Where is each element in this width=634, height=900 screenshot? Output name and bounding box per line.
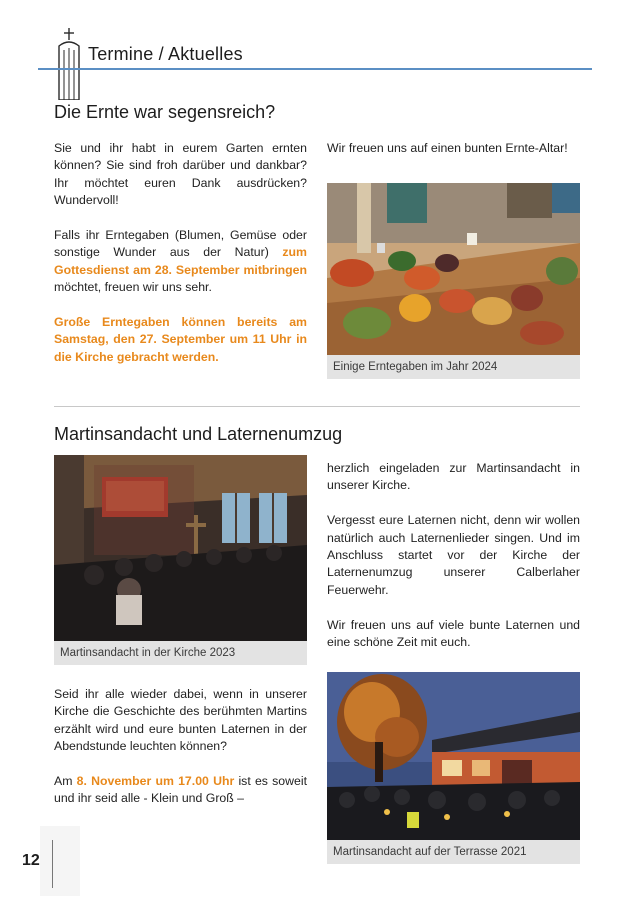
church-tower-icon — [56, 28, 82, 100]
martin-right-paragraph-2: Vergesst eure Laternen nicht, denn wir wollen natürlich auch Laternenlieder singen. Und im Anschluss startet vor der Kirche der Laternenumzug unserer Calberlaher Feuerwehr. — [327, 513, 580, 597]
martin-right-text — [327, 460, 580, 651]
harvest-date-highlight: zum Gottesdienst am 28. September mitbringen — [54, 245, 307, 277]
martin-left-paragraph-1: Seid ihr alle wieder dabei, wenn in unserer Kirche die Geschichte des berühmten Martins erzählt wird und eure bunten Laternen in der Abendstunde leuchten können? — [54, 687, 307, 754]
page-number: 12 — [22, 852, 40, 869]
martin-left-paragraph-2: Am 8. November um 17.00 Uhr ist es soweit und ihr seid alle - Klein und Groß – — [54, 774, 307, 806]
harvest-right-text: Wir freuen uns auf einen bunten Ernte-Altar! — [327, 141, 568, 155]
martin-left-text — [54, 686, 307, 808]
harvest-photo-caption: Einige Erntegaben im Jahr 2024 — [327, 355, 580, 379]
martin-title: Martinsandacht und Laternenumzug — [54, 424, 343, 444]
harvest-paragraph-1: Sie und ihr habt in eurem Garten ernten können? Sie sind froh darüber und dankbar? Ihr möchtet euren Dank ausdrücken? Wundervoll! — [54, 141, 307, 208]
header-rule — [38, 68, 592, 70]
harvest-paragraph-2: Falls ihr Erntegaben (Blumen, Gemüse oder sonstige Wunder aus der Natur) zum Gottesdienst am 28. September mitbringen möchtet, freuen wir uns sehr. — [54, 228, 307, 295]
harvest-altar-photo — [327, 183, 580, 355]
page-number-rule — [52, 840, 53, 888]
church-photo-caption: Martinsandacht in der Kirche 2023 — [54, 641, 307, 665]
section-header-title: Termine / Aktuelles — [88, 44, 243, 64]
martin-right-paragraph-3: Wir freuen uns auf viele bunte Laternen und eine schöne Zeit mit euch. — [327, 617, 580, 650]
martin-date-highlight: 8. November um 17.00 Uhr — [76, 774, 235, 789]
harvest-left-text — [54, 140, 307, 366]
church-interior-photo — [54, 455, 307, 641]
harvest-title: Die Ernte war segensreich? — [54, 102, 276, 122]
terrace-photo-caption: Martinsandacht auf der Terrasse 2021 — [327, 840, 580, 864]
terrace-photo — [327, 672, 580, 840]
martin-right-paragraph-1: herzlich eingeladen zur Martinsandacht in unserer Kirche. — [327, 461, 580, 493]
harvest-paragraph-3: Große Erntegaben können bereits am Samstag, den 27. September um 11 Uhr in die Kirche gebracht werden. — [54, 315, 307, 364]
page-corner-shade — [40, 826, 80, 896]
section-divider — [54, 406, 580, 407]
